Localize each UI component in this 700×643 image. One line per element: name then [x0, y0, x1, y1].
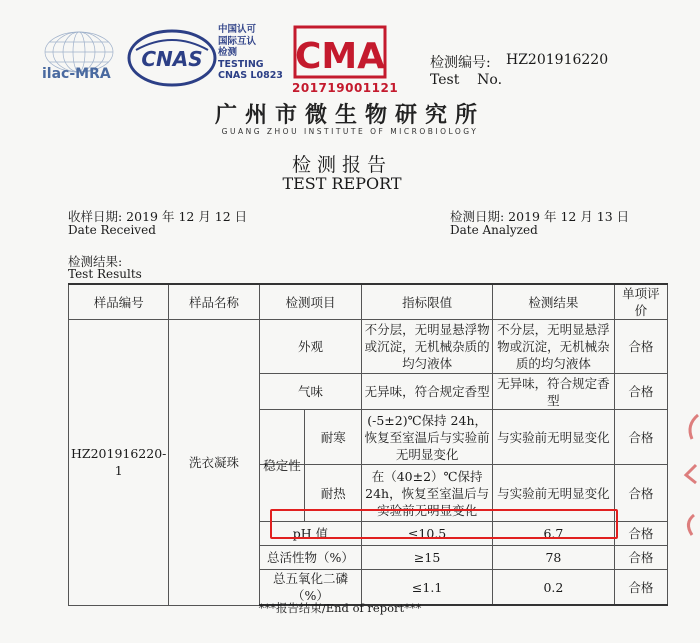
result-cell: 0.2 [492, 570, 614, 606]
column-header: 检测项目 [259, 284, 362, 320]
limit-cell: 在（40±2）℃保持 24h，恢复至室温后与实验前无明显变化 [362, 465, 493, 522]
date-received-label: 收样日期: 2019 年 12 月 12 日 [68, 209, 248, 224]
cnas-text-line: 检测 [218, 47, 238, 58]
red-stamp-edge [678, 405, 700, 565]
test-no-value: HZ201916220 [506, 52, 609, 68]
stability-group-label: 稳定性 [263, 457, 301, 473]
results-label-cn: 检测结果: [68, 254, 123, 269]
limit-cell: ≤10.5 [362, 522, 493, 546]
cnas-text-line: 中国认可 [218, 24, 257, 35]
results-table [68, 283, 668, 606]
ilac-mra-logo [40, 28, 118, 84]
test-no-label: 检测编号: [430, 55, 491, 71]
cnas-logo [126, 28, 218, 88]
cnas-accreditation-text [218, 24, 290, 82]
result-cell: 不分层，无明显悬浮物或沉淀，无机械杂质的均匀液体 [492, 320, 614, 374]
eval-cell: 合格 [614, 320, 667, 374]
date-received-en: Date Received [68, 223, 156, 237]
column-header: 样品名称 [169, 284, 259, 320]
sample-name-cell: 洗衣凝珠 [169, 320, 259, 606]
column-header: 指标限值 [362, 284, 493, 320]
limit-cell: ≤1.1 [362, 570, 493, 606]
eval-cell: 合格 [614, 465, 667, 522]
item-cell [259, 320, 362, 374]
column-header: 检测结果 [492, 284, 614, 320]
svg-text:ilac-MRA: ilac-MRA [42, 66, 111, 82]
item-text: 外观 [297, 339, 323, 354]
eval-cell: 合格 [614, 570, 667, 606]
svg-text:CMA: CMA [294, 36, 386, 77]
cma-logo [292, 24, 388, 80]
item-cell: 总五氧化二磷（%） [259, 570, 362, 606]
item-cell: pH 值 [259, 522, 362, 546]
table-header-row [69, 284, 668, 320]
cma-number: 201719001121 [292, 81, 399, 95]
institute-name-en: GUANG ZHOU INSTITUTE OF MICROBIOLOGY [221, 127, 479, 136]
column-header: 单项评价 [614, 284, 667, 320]
sample-no-cell: HZ201916220-1 [69, 320, 169, 606]
report-title-cn: 检测报告 [291, 154, 392, 176]
item-cell: 耐寒 [320, 429, 346, 445]
eval-cell: 合格 [614, 410, 667, 465]
result-cell: 6.7 [492, 522, 614, 546]
stability-item-cell [259, 410, 362, 473]
column-header: 样品编号 [69, 284, 169, 320]
item-cell: 总活性物（%） [259, 546, 362, 570]
result-cell: 与实验前无明显变化 [492, 410, 614, 465]
date-analyzed-label: 检测日期: 2019 年 12 月 13 日 [450, 209, 630, 224]
eval-cell: 合格 [614, 522, 667, 546]
result-cell: 与实验前无明显变化 [492, 465, 614, 522]
report-title-en: TEST REPORT [282, 174, 402, 193]
limit-cell: (-5±2)℃保持 24h，恢复至室温后与实验前无明显变化 [362, 410, 493, 465]
test-no-en-label: Test No. [430, 72, 503, 88]
limit-cell: 不分层，无明显悬浮物或沉淀，无机械杂质的均匀液体 [362, 320, 493, 374]
cnas-text-line: TESTING [218, 58, 264, 70]
end-of-report: ***报告结束/End of report*** [258, 601, 422, 615]
cnas-text-line: CNAS L0823 [218, 70, 283, 81]
svg-text:CNAS: CNAS [141, 47, 203, 71]
item-cell: 气味 [259, 374, 362, 410]
eval-cell: 合格 [614, 546, 667, 570]
limit-cell: 无异味，符合规定香型 [362, 374, 493, 410]
result-cell: 无异味，符合规定香型 [492, 374, 614, 410]
table-row [69, 320, 668, 374]
limit-cell: ≥15 [362, 546, 493, 570]
stability-group-cell [260, 410, 306, 520]
eval-cell: 合格 [614, 374, 667, 410]
ph-row-highlight-box [270, 509, 618, 539]
result-cell: 78 [492, 546, 614, 570]
institute-name-cn: 广州市微生物研究所 [214, 103, 485, 128]
date-analyzed-en: Date Analyzed [450, 223, 538, 237]
cnas-text-line: 国际互认 [218, 35, 257, 47]
item-cell: 耐热 [320, 485, 346, 501]
results-label-en: Test Results [68, 267, 142, 281]
